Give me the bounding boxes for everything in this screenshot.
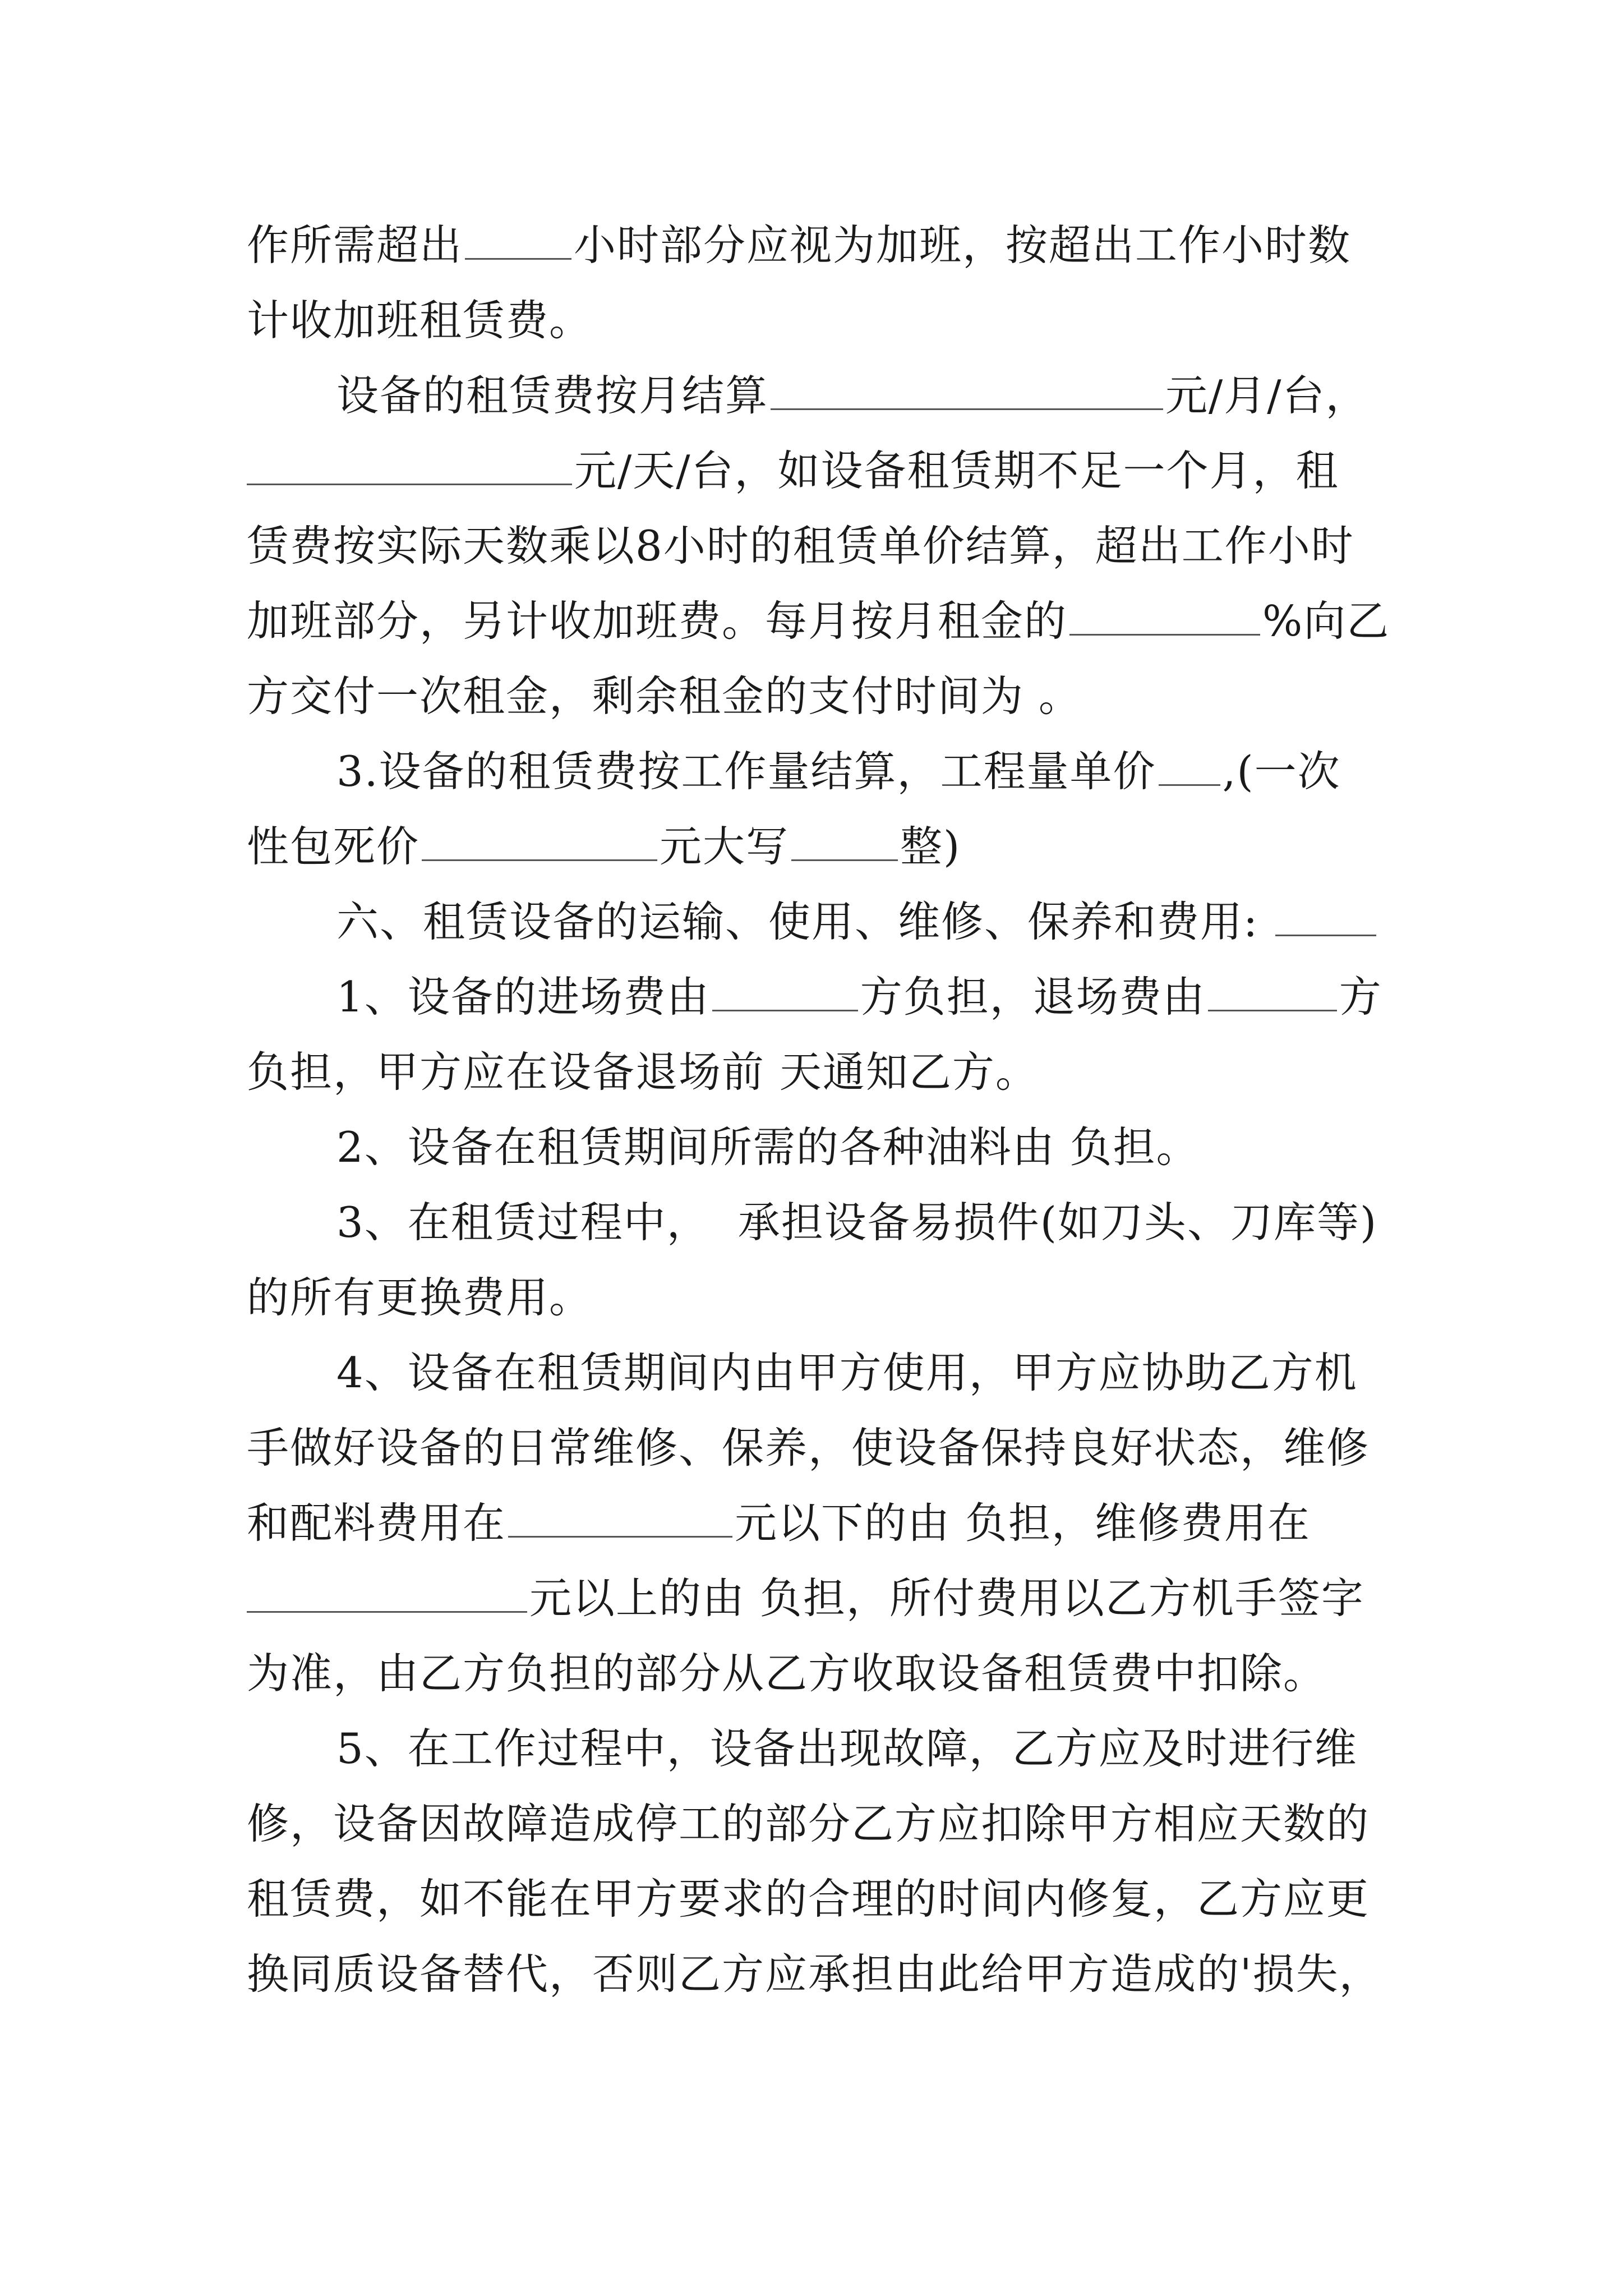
fill-blank[interactable] [422,834,657,862]
text-segment: 2、设备在租赁期间所需的各种油料由 负担。 [336,1122,1200,1172]
text-line [247,1861,1391,1936]
text-line [247,358,1391,433]
text-line [247,208,1391,283]
text-segment: 元/天/台，如设备租赁期不足一个月，租 [574,446,1339,495]
text-line [247,283,1391,358]
text-segment: 元/月/台， [1165,371,1369,420]
text-line [247,1786,1391,1861]
fill-blank[interactable] [247,1585,527,1613]
text-segment: 作所需超出 [247,220,463,270]
fill-blank[interactable] [465,232,571,260]
text-segment: 3.设备的租赁费按工作量结算，工程量单价 [336,747,1156,796]
text-line [247,884,1391,959]
text-line [247,1936,1391,2012]
text-line [247,583,1391,659]
text-segment: 元以下的由 负担，维修费用在 [735,1498,1311,1548]
fill-blank[interactable] [791,834,898,862]
text-segment: 加班部分，另计收加班费。每月按月租金的 [247,596,1068,646]
text-line [247,1636,1391,1711]
text-segment: 赁费按实际天数乘以8小时的租赁单价结算，超出工作小时 [247,521,1354,570]
text-segment: 手做好设备的日常维修、保养，使设备保持良好状态，维修 [247,1423,1370,1473]
fill-blank[interactable] [1159,758,1220,786]
text-segment: 负担，甲方应在设备退场前 天通知乙方。 [247,1047,1039,1097]
text-line [247,809,1391,884]
fill-blank[interactable] [247,458,572,486]
text-line [247,433,1391,508]
text-segment: 换同质设备替代，否则乙方应承担由此给甲方造成的'损失， [247,1949,1382,1999]
text-line [247,1485,1391,1561]
text-segment: 3、在租赁过程中， [336,1198,710,1247]
text-segment: 5、在工作过程中，设备出现故障，乙方应及时进行维 [336,1724,1358,1773]
text-line [247,734,1391,809]
text-segment: 承担设备易损件(如刀头、刀库等) [737,1198,1378,1247]
fill-blank[interactable] [1069,608,1260,636]
text-segment: 计收加班租赁费。 [247,296,593,345]
text-line [247,1260,1391,1335]
text-line [247,1335,1391,1410]
text-segment: 六、租赁设备的运输、使用、维修、保养和费用: [336,897,1259,946]
text-line [247,659,1391,734]
text-line [247,1110,1391,1185]
fill-blank[interactable] [508,1510,732,1538]
text-line [247,1185,1391,1260]
text-segment: 修，设备因故障造成停工的部分乙方应扣除甲方相应天数的 [247,1799,1370,1848]
text-line [247,1561,1391,1636]
text-segment: 的所有更换费用。 [247,1273,593,1322]
fill-blank[interactable] [1208,984,1337,1012]
text-segment: ,(一次 [1222,747,1341,796]
fill-blank[interactable] [771,383,1163,411]
text-line [247,1034,1391,1110]
text-segment: %向乙 [1262,596,1390,646]
text-line [247,508,1391,583]
document-body [247,208,1391,2012]
text-segment: 租赁费，如不能在甲方要求的合理的时间内修复，乙方应更 [247,1874,1370,1924]
text-segment: 设备的租赁费按月结算 [336,371,769,420]
text-line [247,1711,1391,1786]
text-segment: 方交付一次租金，剩余租金的支付时间为 。 [247,671,1082,721]
text-segment: 元大写 [660,822,790,871]
fill-blank[interactable] [712,984,858,1012]
text-segment: 性包死价 [247,822,420,871]
text-segment: 方 [1339,972,1382,1022]
text-segment: 为准，由乙方负担的部分从乙方收取设备租赁费中扣除。 [247,1649,1327,1698]
fill-blank[interactable] [1275,909,1376,937]
text-segment: 小时部分应视为加班，按超出工作小时数 [574,220,1352,270]
text-segment: 方负担，退场费由 [860,972,1206,1022]
text-line [247,959,1391,1034]
text-segment: 和配料费用在 [247,1498,506,1548]
text-segment: 4、设备在租赁期间内由甲方使用，甲方应协助乙方机 [336,1348,1358,1397]
text-segment: 整) [900,822,961,871]
text-segment: 元以上的由 负担，所付费用以乙方机手签字 [529,1573,1364,1623]
text-line [247,1410,1391,1485]
text-segment: 1、设备的进场费由 [336,972,710,1022]
